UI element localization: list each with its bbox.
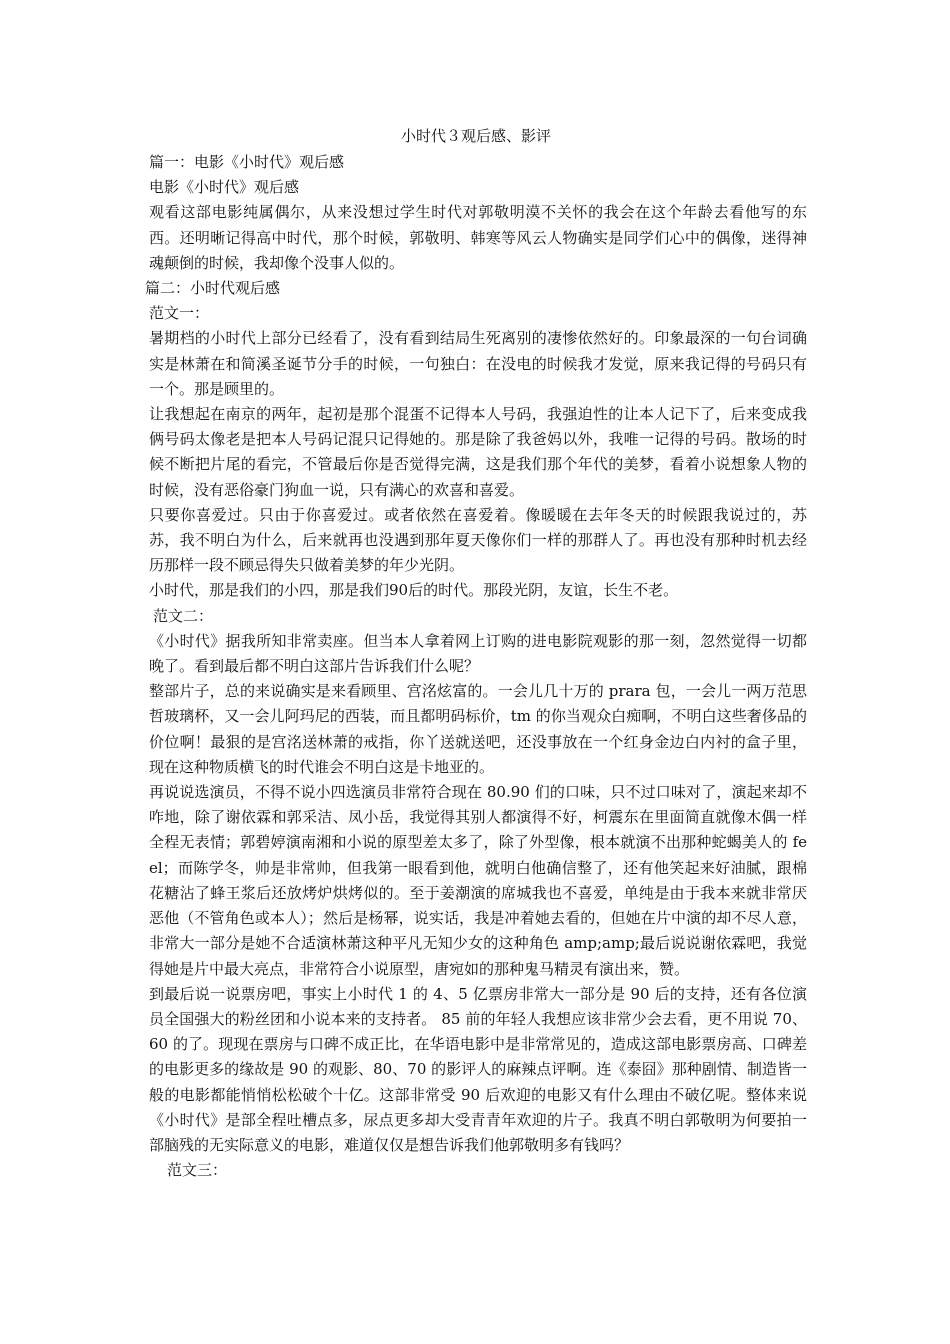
body-paragraph: 暑期档的小时代上部分已经看了，没有看到结局生死离别的凄惨依然好的。印象最深的一句台词确实是林萧在和简溪圣诞节分手的时候，一句独白：在没电的时候我才发觉，原来我记得的号码只有一个。那是顾里的。 xyxy=(149,329,807,398)
body-paragraph: 《小时代》据我所知非常卖座。但当本人拿着网上订购的进电影院观影的那一刻，忽然觉得一切都晚了。看到最后都不明白这部片告诉我们什么呢？ xyxy=(149,631,807,676)
body-paragraph: 再说说选演员，不得不说小四选演员非常符合现在 80.90 们的口味，只不过口味对了，演起来却不咋地，除了谢依霖和郭采洁、凤小岳，我觉得其别人都演得不好，柯震东在里面简直就像木偶一样全程无表情；郭碧婷演南湘和小说的原型差太多了，除了外型像，根本就演不出那种蛇蝎美人的 feel；而陈学冬，帅是非常帅，但我第一眼看到他，就明白他确信整了，还有他笑起来好油腻，跟棉花糖沾了蜂王浆后还放烤炉烘烤似的。至于姜潮演的席城我也不喜爱，单纯是由于我本来就非常厌恶他（不管角色或本人）；然后是杨幂，说实话，我是冲着她去看的，但她在片中演的却不尽人意，非常大一部分是她不合适演林萧这种平凡无知少女的这种角色 amp;amp;最后说说谢依霖吧，我觉得她是片中最大亮点，非常符合小说原型，唐宛如的那种鬼马精灵有演出来，赞。 xyxy=(149,783,807,978)
document-page xyxy=(145,122,807,1183)
document-title: 小时代３观后感、影评 xyxy=(400,127,551,145)
body-paragraph: 只要你喜爱过。只由于你喜爱过。或者依然在喜爱着。像暖暖在去年冬天的时候跟我说过的，苏苏，我不明白为什么，后来就再也没遇到那年夏天像你们一样的那群人了。再也没有那种时机去经历那样一段不顾忌得失只做着美梦的年少光阴。 xyxy=(149,505,807,575)
body-paragraph: 到最后说一说票房吧，事实上小时代 1 的 4、5 亿票房非常大一部分是 90 后的支持，还有各位演员全国强大的粉丝团和小说本来的支持者。 85 前的年轻人我想应该非常少会去看，更不用说 70、60 的了。现现在票房与口碑不成正比，在华语电影中是非常常见的，造成这部电影票房高、口碑差的电影更多的缘故是 90 的观影、80、70 的影评人的麻辣点评啊。连《泰囧》那种剧情、制造皆一般的电影都能悄悄松松破个十亿。这部非常受 90 后欢迎的电影又有什么理由不破亿呢。整体来说《小时代》是部全程吐槽点多，尿点更多却大受青青年欢迎的片子。我真不明白郭敬明为何要拍一部脑残的无实际意义的电影，难道仅仅是想告诉我们他郭敬明多有钱吗？ xyxy=(149,984,807,1154)
body-paragraph: 让我想起在南京的两年，起初是那个混蛋不记得本人号码，我强迫性的让本人记下了，后来变成我俩号码太像老是把本人号码记混只记得她的。那是除了我爸妈以外，我唯一记得的号码。散场的时候不断把片尾的看完，不管最后你是否觉得完满，这是我们那个年代的美梦，看着小说想象人物的时候，没有恶俗豪门狗血一说，只有满心的欢喜和喜爱。 xyxy=(149,405,807,499)
sample-heading-2: 范文二： xyxy=(153,606,214,625)
section-heading-1: 篇一：电影《小时代》观后感 xyxy=(149,153,345,171)
sample-heading-1: 范文一： xyxy=(149,304,210,323)
section-heading-2: 篇二：小时代观后感 xyxy=(145,279,281,298)
body-paragraph: 整部片子，总的来说确实是来看顾里、宫洺炫富的。一会儿几十万的 prara 包，一会儿一两万范思哲玻璃杯，又一会儿阿玛尼的西装，而且都明码标价，tm 的你当观众白痴啊，不明白这些奢侈品的价位啊！最狠的是宫洺送林萧的戒指，你丫送就送吧，还没事放在一个红身金边白内衬的盒子里，现在这种物质横飞的时代谁会不明白这是卡地亚的。 xyxy=(149,682,807,776)
subheading-1: 电影《小时代》观后感 xyxy=(149,178,300,197)
body-paragraph: 小时代，那是我们的小四，那是我们90后的时代。那段光阴，友谊，长生不老。 xyxy=(149,581,679,600)
sample-heading-3: 范文三： xyxy=(167,1161,228,1180)
body-paragraph: 观看这部电影纯属偶尔，从来没想过学生时代对郭敬明漠不关怀的我会在这个年龄去看他写的东西。还明晰记得高中时代，那个时候，郭敬明、韩寒等风云人物确实是同学们心中的偶像，迷得神魂颠倒的时候，我却像个没事人似的。 xyxy=(149,203,807,272)
